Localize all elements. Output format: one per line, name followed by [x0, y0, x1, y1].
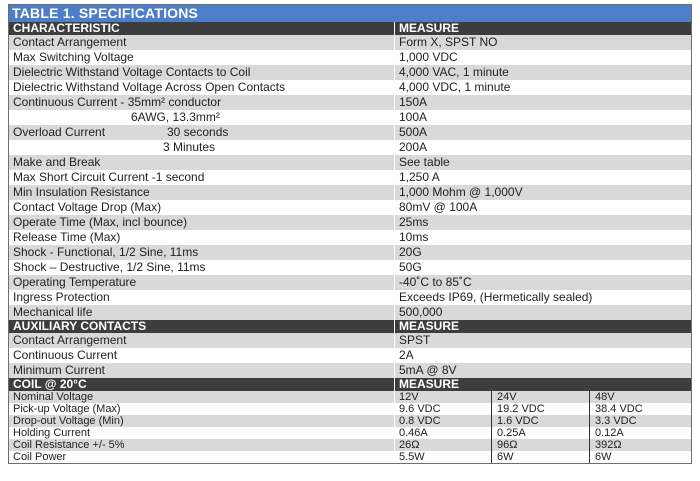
measure-cell: 20G: [395, 245, 692, 260]
measure-cell: 2A: [395, 348, 692, 363]
characteristic-cell: Contact Arrangement: [9, 35, 395, 50]
table-row: [9, 35, 691, 50]
measure-cell: [395, 415, 692, 427]
measure-cell: 200A: [395, 140, 692, 155]
characteristic-cell: Coil Resistance +/- 5%: [9, 439, 395, 451]
characteristic-cell: Make and Break: [9, 155, 395, 170]
characteristic-cell: Contact Voltage Drop (Max): [9, 200, 395, 215]
table-row: [9, 140, 691, 155]
table-row: [9, 348, 691, 363]
characteristic-cell: Mechanical life: [9, 305, 395, 320]
header-measure: MEASURE: [395, 22, 692, 35]
coil-48v-value: 392Ω: [595, 439, 622, 451]
measure-cell: See table: [395, 155, 692, 170]
coil-48v-value: 48V: [595, 391, 615, 403]
header-characteristic: AUXILIARY CONTACTS: [9, 320, 395, 333]
measure-cell: 10ms: [395, 230, 692, 245]
measure-cell: 5mA @ 8V: [395, 363, 692, 378]
coil-12v-value: 0.8 VDC: [399, 415, 492, 427]
characteristic-cell: Continuous Current - 35mm² conductor: [9, 95, 395, 110]
table-row: [9, 80, 691, 95]
measure-cell: [395, 403, 692, 415]
table-row: [9, 451, 691, 463]
characteristic-cell: Ingress Protection: [9, 290, 395, 305]
measure-cell: 1,000 Mohm @ 1,000V: [395, 185, 692, 200]
measure-cell: [395, 427, 692, 439]
table-row: [9, 125, 691, 140]
measure-cell: 50G: [395, 260, 692, 275]
measure-cell: Exceeds IP69, (Hermetically sealed): [395, 290, 692, 305]
characteristic-label: Overload Current: [13, 125, 106, 139]
coil-48v-value: 3.3 VDC: [595, 415, 637, 427]
characteristic-cell: Drop-out Voltage (Min): [9, 415, 395, 427]
characteristic-cell: Dielectric Withstand Voltage Contacts to Coil: [9, 65, 395, 80]
table-row: [9, 260, 691, 275]
coil-24v-value: 6W: [497, 451, 590, 463]
measure-cell: 80mV @ 100A: [395, 200, 692, 215]
characteristic-cell: Operate Time (Max, incl bounce): [9, 215, 395, 230]
table-row: [9, 403, 691, 415]
table-row: [9, 230, 691, 245]
table-row: [9, 439, 691, 451]
characteristic-cell: 6AWG, 13.3mm²: [9, 110, 395, 125]
characteristic-cell: Max Switching Voltage: [9, 50, 395, 65]
characteristic-cell: Min Insulation Resistance: [9, 185, 395, 200]
header-measure: MEASURE: [395, 378, 692, 391]
coil-24v-value: 0.25A: [497, 427, 590, 439]
table-row: [9, 110, 691, 125]
coil-header-row: [9, 378, 691, 391]
table-row: [9, 185, 691, 200]
table-row: [9, 170, 691, 185]
table-row: [9, 305, 691, 320]
table-row: [9, 363, 691, 378]
table-row: [9, 275, 691, 290]
coil-24v-value: 24V: [497, 391, 590, 403]
characteristic-cell: Coil Power: [9, 451, 395, 463]
header-characteristic: CHARACTERISTIC: [9, 22, 395, 35]
table-row: [9, 290, 691, 305]
coil-48v-value: 38.4 VDC: [595, 403, 643, 415]
table-row: [9, 333, 691, 348]
header-measure: MEASURE: [395, 320, 692, 333]
table-row: [9, 391, 691, 403]
characteristic-cell: Shock - Functional, 1/2 Sine, 11ms: [9, 245, 395, 260]
measure-cell: [395, 391, 692, 403]
table-row: [9, 200, 691, 215]
measure-cell: 500,000: [395, 305, 692, 320]
measure-cell: 100A: [395, 110, 692, 125]
table-row: [9, 95, 691, 110]
coil-12v-value: 0.46A: [399, 427, 492, 439]
characteristic-cell: Holding Current: [9, 427, 395, 439]
measure-cell: 150A: [395, 95, 692, 110]
measure-cell: SPST: [395, 333, 692, 348]
table-row: [9, 245, 691, 260]
characteristic-cell: Operating Temperature: [9, 275, 395, 290]
coil-48v-value: 0.12A: [595, 427, 624, 439]
characteristic-cell: Pick-up Voltage (Max): [9, 403, 395, 415]
characteristic-sub: 30 seconds: [167, 125, 229, 139]
coil-24v-value: 1.6 VDC: [497, 415, 590, 427]
characteristic-cell: Nominal Voltage: [9, 391, 395, 403]
table-row: [9, 427, 691, 439]
table-row: [9, 215, 691, 230]
characteristic-cell: Max Short Circuit Current -1 second: [9, 170, 395, 185]
header-characteristic: COIL @ 20°C: [9, 378, 395, 391]
characteristic-cell: [9, 125, 395, 140]
coil-12v-value: 12V: [399, 391, 492, 403]
characteristic-cell: Shock – Destructive, 1/2 Sine, 11ms: [9, 260, 395, 275]
coil-12v-value: 26Ω: [399, 439, 492, 451]
measure-cell: -40˚C to 85˚C: [395, 275, 692, 290]
characteristic-cell: Contact Arrangement: [9, 333, 395, 348]
table-title: TABLE 1. SPECIFICATIONS: [9, 5, 691, 22]
characteristic-cell: Dielectric Withstand Voltage Across Open Contacts: [9, 80, 395, 95]
table-row: [9, 415, 691, 427]
measure-cell: 1,000 VDC: [395, 50, 692, 65]
characteristic-cell: Minimum Current: [9, 363, 395, 378]
measure-cell: 25ms: [395, 215, 692, 230]
measure-cell: 500A: [395, 125, 692, 140]
measure-cell: [395, 451, 692, 463]
spec-header-row: [9, 22, 691, 35]
coil-24v-value: 96Ω: [497, 439, 590, 451]
characteristic-cell: Continuous Current: [9, 348, 395, 363]
characteristic-cell: Release Time (Max): [9, 230, 395, 245]
measure-cell: 1,250 A: [395, 170, 692, 185]
table-row: [9, 65, 691, 80]
measure-cell: 4,000 VAC, 1 minute: [395, 65, 692, 80]
specifications-table: [8, 4, 692, 464]
coil-12v-value: 9.6 VDC: [399, 403, 492, 415]
characteristic-sub: 3 Minutes: [9, 140, 395, 155]
measure-cell: 4,000 VDC, 1 minute: [395, 80, 692, 95]
aux-header-row: [9, 320, 691, 333]
table-row: [9, 50, 691, 65]
coil-12v-value: 5.5W: [399, 451, 492, 463]
spec-grid: [9, 22, 691, 463]
measure-cell: Form X, SPST NO: [395, 35, 692, 50]
coil-24v-value: 19.2 VDC: [497, 403, 590, 415]
coil-48v-value: 6W: [595, 451, 612, 463]
table-row: [9, 155, 691, 170]
measure-cell: [395, 439, 692, 451]
